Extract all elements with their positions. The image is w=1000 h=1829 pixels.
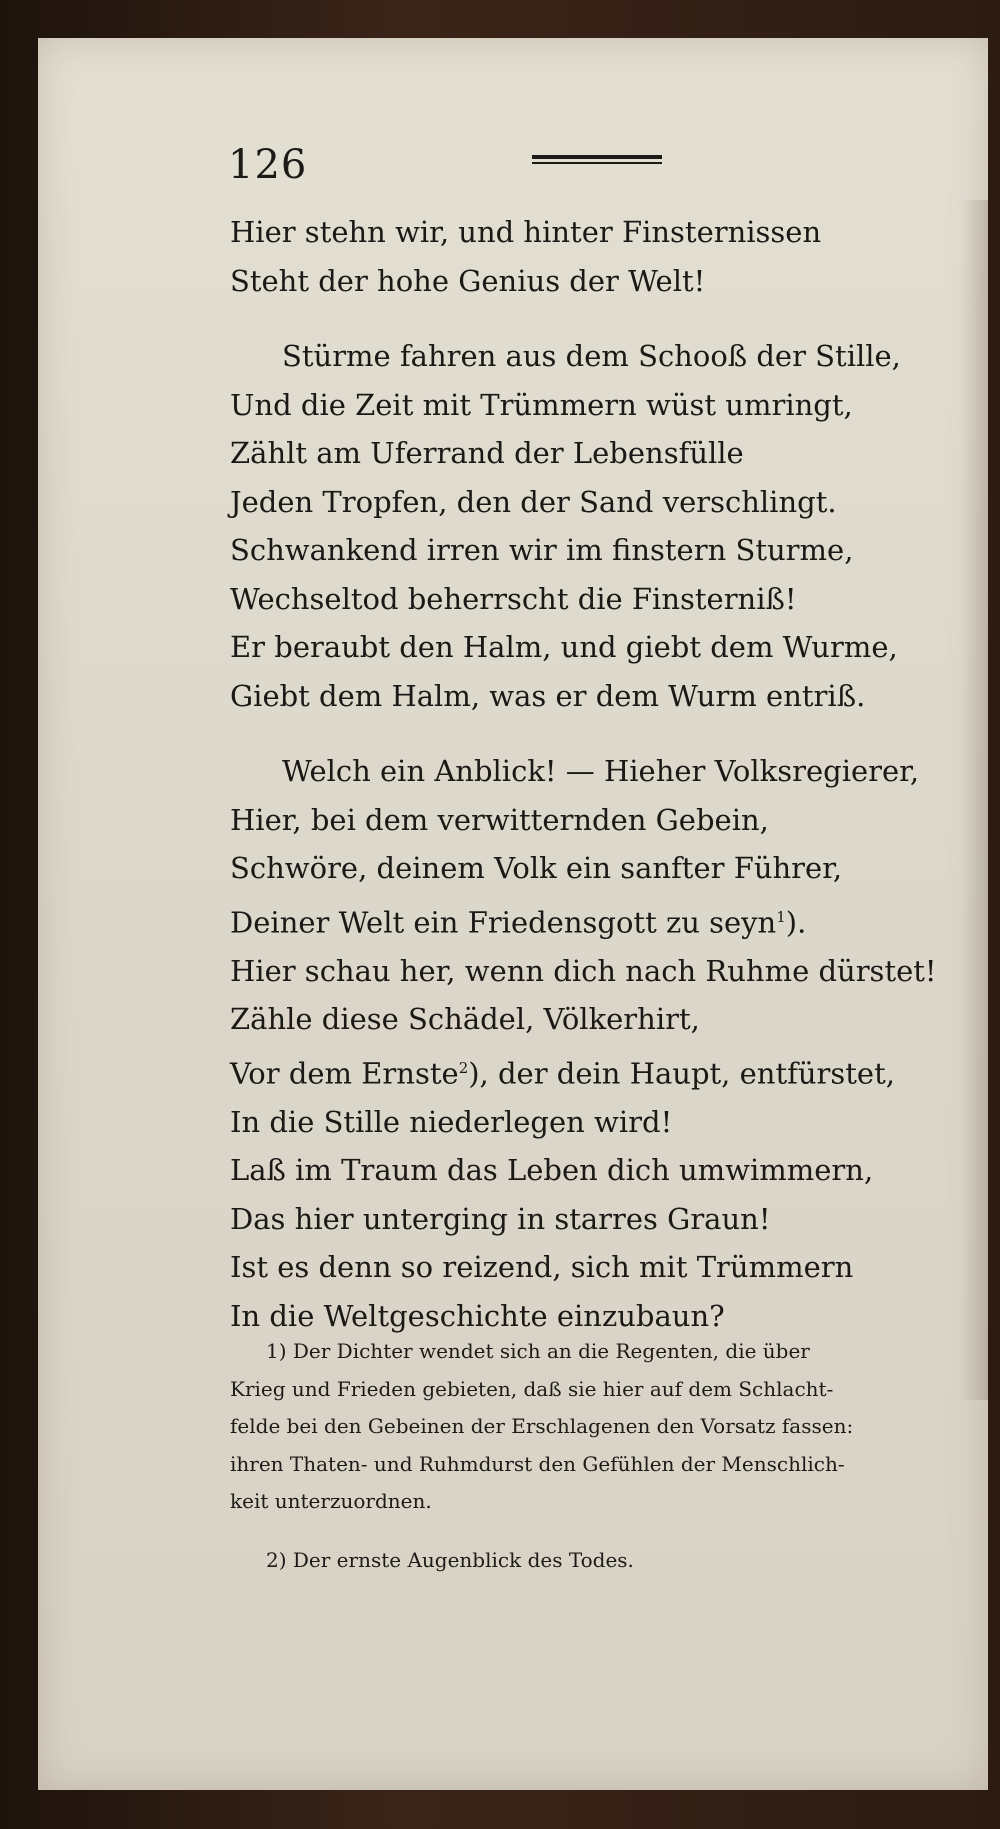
poem-line: Das hier unterging in starres Graun! [230,1201,771,1236]
poem-line: Schwöre, deinem Volk ein sanfter Führer, [230,851,843,885]
poem-line: Zählt am Uferrand der Lebensfülle [230,436,744,470]
poem-line-text-end: ), der dein Haupt, entfürstet, [468,1056,895,1091]
poem-line: Stürme fahren aus dem Schooß der Stille, [282,339,901,373]
footnote-marker-1: 1 [776,907,786,926]
poem-line: Und die Zeit mit Trümmern wüst umringt, [230,387,853,422]
poem-line: In die Weltgeschichte einzubaun? [230,1298,725,1333]
stanza-3 [230,747,970,1340]
page-number: 126 [228,142,308,188]
poem-line: Hier, bei dem verwitternden Gebein, [230,802,769,837]
poem-body [230,208,970,1340]
header-ornament-rule [532,155,662,167]
footnote-line: felde bei den Gebeinen der Erschlagenen den Vorsatz fassen: [230,1414,854,1438]
poem-line: Welch ein Anblick! — Hieher Volksregierer, [282,754,920,788]
poem-line: In die Stille niederlegen wird! [230,1104,673,1139]
footnote-2 [230,1542,975,1580]
poem-line: Hier schau her, wenn dich nach Ruhme dürstet! [230,953,937,988]
poem-line: Schwankend irren wir im finstern Sturme, [230,533,854,567]
poem-line: Jeden Tropfen, den der Sand verschlingt. [230,484,837,519]
stanza-1 [230,208,970,305]
footnote-line: 2) Der ernste Augenblick des Todes. [266,1547,634,1572]
footnote-marker-2: 2 [458,1058,469,1077]
poem-line [230,1044,970,1098]
footnote-1 [230,1333,975,1521]
poem-line-text: Deiner Welt ein Friedensgott zu seyn [230,905,777,940]
footnote-line: ihren Thaten- und Ruhmdurst den Gefühlen der Menschlich- [230,1451,845,1476]
poem-line [230,893,970,947]
poem-line: Er beraubt den Halm, und giebt dem Wurme, [230,630,898,664]
poem-line: Hier stehn wir, und hinter Finsternissen [230,215,822,249]
footnote-line: keit unterzuordnen. [230,1489,432,1513]
poem-line: Ist es denn so reizend, sich mit Trümmern [230,1250,854,1285]
footnote-line: 1) Der Dichter wendet sich an die Regenten, die über [266,1339,810,1363]
poem-line: Giebt dem Halm, was er dem Wurm entriß. [230,678,866,713]
footnotes [230,1333,975,1579]
poem-line-text: Vor dem Ernste [230,1056,459,1091]
stanza-2 [230,332,970,720]
poem-line: Wechseltod beherrscht die Finsterniß! [230,581,797,616]
poem-line: Zähle diese Schädel, Völkerhirt, [230,1002,700,1037]
footnote-line: Krieg und Frieden gebieten, daß sie hier auf dem Schlacht- [230,1376,834,1401]
poem-line: Laß im Traum das Leben dich umwimmern, [230,1153,874,1188]
poem-line-text-end: ). [785,905,807,940]
poem-line: Steht der hohe Genius der Welt! [230,263,706,298]
